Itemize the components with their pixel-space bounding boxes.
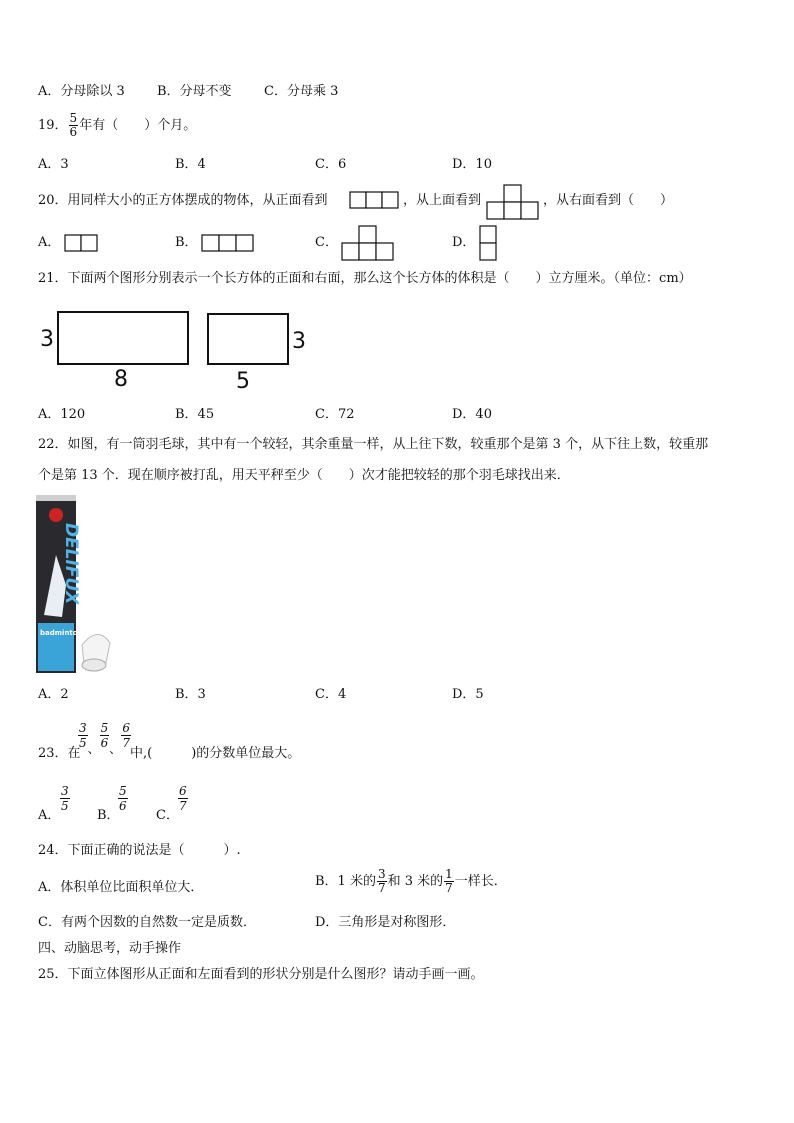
q21-rect2-right-label: 3 bbox=[292, 329, 306, 354]
q22-question-line2: 个是第 13 个．现在顺序被打乱，用天平秤至少（ ）次才能把较轻的那个羽毛球找出来． bbox=[38, 468, 570, 483]
q20-option-d: D． bbox=[452, 235, 476, 250]
q21-question: 21．下面两个图形分别表示一个长方体的正面和右面，那么这个长方体的体积是（ ）立方厘米。（单位：cm） bbox=[38, 271, 692, 286]
q24-option-c: C．有两个因数的自然数一定是质数． bbox=[38, 915, 256, 930]
q24-question: 24．下面正确的说法是（ ）. bbox=[38, 843, 241, 858]
q22-option-d: D．5 bbox=[452, 687, 484, 702]
q20-option-b-figure bbox=[201, 234, 255, 252]
q20-option-d-figure bbox=[479, 225, 499, 261]
fraction: $\frac{1}{7}$ bbox=[445, 867, 453, 895]
q23-option-b: B． bbox=[97, 808, 120, 823]
q18-option-a: A．分母除以 3 bbox=[38, 84, 125, 99]
q22-option-a: A．2 bbox=[38, 687, 69, 702]
q18-option-c: C．分母乘 3 bbox=[264, 84, 339, 99]
q23-option-c: C． bbox=[156, 808, 179, 823]
q23-option-b-fraction: $\frac{5}{6}$ bbox=[119, 784, 127, 813]
q22-option-b: B．3 bbox=[175, 687, 206, 702]
q21-right-face-rectangle bbox=[205, 308, 315, 392]
q22-question-line1: 22．如图，有一筒羽毛球，其中有一个较轻，其余重量一样，从上往下数，较重那个是第 3 个，从下往上数，较重那 bbox=[38, 437, 709, 452]
shuttlecock-tube-image bbox=[36, 495, 116, 675]
section-heading: 四、动脑思考，动手操作 bbox=[38, 941, 182, 956]
q19-option-b: B．4 bbox=[175, 157, 206, 172]
q21-rect1-left-label: 3 bbox=[40, 327, 54, 352]
q21-option-d: D．40 bbox=[452, 407, 492, 422]
q20-option-b: B． bbox=[175, 235, 198, 250]
q21-option-a: A．120 bbox=[38, 407, 86, 422]
q21-option-b: B．45 bbox=[175, 407, 215, 422]
q20-front-view-figure bbox=[349, 191, 401, 209]
q20-option-c: C． bbox=[315, 235, 338, 250]
q21-option-c: C．72 bbox=[315, 407, 355, 422]
q19-number: 19． bbox=[38, 118, 68, 133]
q19-question bbox=[38, 112, 196, 139]
tube-brand-text: DELIFUX bbox=[61, 523, 81, 605]
q24-option-a: A．体积单位比面积单位大． bbox=[38, 880, 204, 895]
q23-option-a-fraction: $\frac{3}{5}$ bbox=[61, 784, 69, 813]
q20-text-part2: ，从上面看到 bbox=[403, 193, 482, 208]
q23-prefix: 23．在 bbox=[38, 746, 81, 761]
q23-option-a: A． bbox=[38, 808, 61, 823]
q19-option-a: A．3 bbox=[38, 157, 69, 172]
q23-option-c-fraction: $\frac{6}{7}$ bbox=[179, 784, 187, 813]
q22-option-c: C．4 bbox=[315, 687, 347, 702]
q18-option-b: B．分母不变 bbox=[157, 84, 232, 99]
q19-option-d: D．10 bbox=[452, 157, 492, 172]
q20-text-part3: ，从右面看到（ ） bbox=[543, 193, 674, 208]
tube-word-text: badminton bbox=[40, 629, 83, 637]
q23-fractions: $\frac{3}{5}$ 、 $\frac{5}{6}$ 、 $\frac{6}{7}$ bbox=[79, 721, 130, 756]
q24-option-b: B．1 米的 $\frac{3}{7}$ 和 3 米的 $\frac{1}{7}$ 一样长． bbox=[315, 867, 507, 895]
q19-option-c: C．6 bbox=[315, 157, 347, 172]
q20-text-part1: 20．用同样大小的正方体摆成的物体，从正面看到 bbox=[38, 193, 328, 208]
q25-question: 25．下面立体图形从正面和左面看到的形状分别是什么图形？请动手画一画。 bbox=[38, 967, 484, 982]
q21-front-face-rectangle bbox=[38, 308, 198, 392]
q20-option-a-figure bbox=[64, 234, 100, 252]
q20-option-a: A． bbox=[38, 235, 61, 250]
q21-rect1-bottom-label: 8 bbox=[114, 367, 128, 392]
q19-text: 年有（ ）个月。 bbox=[79, 118, 197, 133]
fraction: $\frac{5}{6}$ bbox=[100, 721, 109, 750]
q23-suffix: 中,( )的分数单位最大。 bbox=[130, 746, 301, 761]
q20-top-view-figure bbox=[486, 184, 542, 220]
fraction: $\frac{3}{7}$ bbox=[377, 867, 386, 895]
q21-rect2-bottom-label: 5 bbox=[236, 369, 250, 394]
q24-option-d: D．三角形是对称图形． bbox=[315, 915, 456, 930]
fraction: $\frac{5}{6}$ bbox=[69, 111, 78, 139]
fraction: $\frac{3}{5}$ bbox=[79, 721, 87, 750]
fraction: $\frac{6}{7}$ bbox=[122, 721, 130, 750]
q20-option-c-figure bbox=[341, 225, 395, 261]
